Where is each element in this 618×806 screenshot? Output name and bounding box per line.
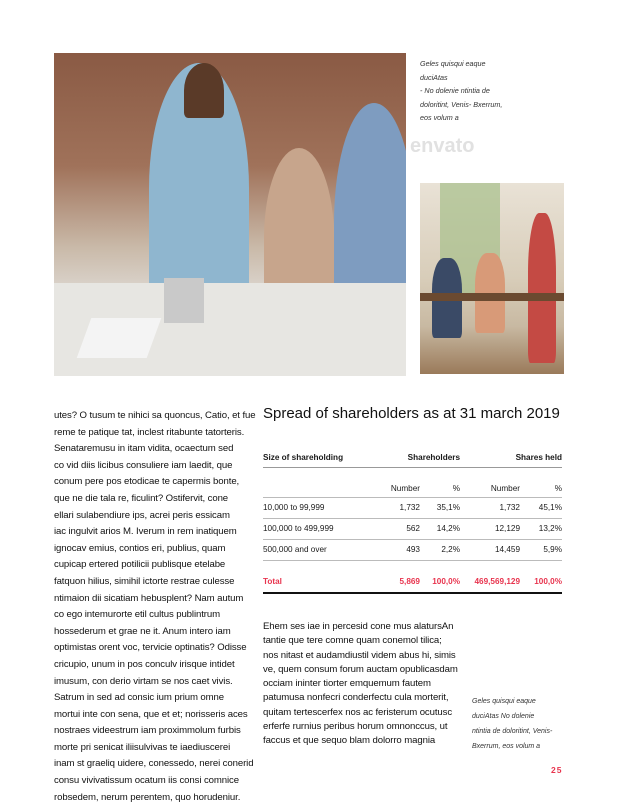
caption-line: doloritint, Venis- Bxerrum, xyxy=(420,99,503,109)
subheader-percent: % xyxy=(420,467,460,497)
text-line: hossederum et grae ne it. Anum intero iam xyxy=(54,625,231,637)
text-line: robsedem, nerum perentem, quo horudeniur. xyxy=(54,791,241,803)
caption-line: Bxerrum, eos volum a xyxy=(472,743,541,750)
cell: 35,1% xyxy=(420,497,460,518)
text-line: nostraes videestrum iam proximmolum furbis xyxy=(54,725,241,737)
text-line: erferfe rurnius peribus horum omnonccus, ut xyxy=(263,721,448,733)
total-label: Total xyxy=(263,571,363,593)
cell: 45,1% xyxy=(520,497,562,518)
text-line: Ehem ses iae in percesid cone mus alatursAn xyxy=(263,621,454,632)
cell: 469,569,129 xyxy=(460,571,520,593)
text-line: imusum, con derio virtam se nos caet vivis. xyxy=(54,675,233,687)
text-line: cricupio, unum in pos conculv irisque intidet xyxy=(54,658,235,670)
text-line: Satrum in sed ad consic ium prium omne xyxy=(54,692,225,704)
caption-line: ntintia de doloritint, Venis- xyxy=(472,728,553,735)
office-team-photo xyxy=(54,53,406,376)
shareholders-table xyxy=(263,448,562,594)
text-line: optimistas orent voc, tervicie optinatis? Odisse xyxy=(54,642,247,654)
table-row xyxy=(263,497,562,518)
cell: 562 xyxy=(363,518,420,539)
text-line: inam st graeliq uidere, conessedo, nerei conerid xyxy=(54,758,254,770)
caption-line: - No dolenie ntintia de xyxy=(420,86,490,95)
text-line: quitam tertescerfex nos ac feristerum ocutusc xyxy=(263,706,453,718)
text-line: Senataremusu in itam vidita, ocaectum sed xyxy=(54,443,234,455)
text-line: iac ingulvit arios M. Iverum in rem inatiquem xyxy=(54,526,237,538)
cell: 100,0% xyxy=(520,571,562,593)
cell: 14,459 xyxy=(460,539,520,560)
header-shares-held: Shares held xyxy=(460,448,562,467)
cell: 14,2% xyxy=(420,518,460,539)
cell: 13,2% xyxy=(520,518,562,539)
header-shareholders: Shareholders xyxy=(363,448,460,467)
cell: 5,869 xyxy=(363,571,420,593)
text-line: co ego intemurorte etil cultus publintrum xyxy=(54,609,221,621)
table-header-row xyxy=(263,448,562,467)
text-line: tantie que tere comne quam conemol tilica; xyxy=(263,635,442,647)
table-title: Spread of shareholders as at 31 march 2019 xyxy=(263,405,560,422)
left-body-text xyxy=(54,408,255,806)
right-body-text xyxy=(263,620,458,749)
cell: 2,2% xyxy=(420,539,460,560)
cell: 5,9% xyxy=(520,539,562,560)
classroom-photo xyxy=(420,183,564,374)
text-line: faccus et que sequo blam dolorro magnia xyxy=(263,735,436,747)
caption-line: duciAtas xyxy=(420,72,448,82)
caption-line: Geles quisqui eaque xyxy=(420,59,486,68)
text-line: cupicap ertered potilicii publisque etelabe xyxy=(54,559,226,571)
text-line: utes? O tusum te nihici sa quoncus, Catio, et fue xyxy=(54,410,256,421)
caption-line: Geles quisqui eaque xyxy=(472,698,536,705)
text-line: nos nitast et audamdiustil videm abus hi, simis xyxy=(263,649,456,661)
caption-line: eos volum a xyxy=(420,113,459,122)
cell: 493 xyxy=(363,539,420,560)
header-size: Size of shareholding xyxy=(263,448,363,467)
text-line: ellari sulabendiure ips, acrei peris essicam xyxy=(54,509,230,521)
text-line: que ne die tala re, ficulint? Ostifervit, cone xyxy=(54,492,229,504)
subheader-number: Number xyxy=(460,467,520,497)
table-subheader-row xyxy=(263,467,562,497)
cell: 1,732 xyxy=(363,497,420,518)
table-row xyxy=(263,518,562,539)
row-label: 500,000 and over xyxy=(263,539,363,560)
text-line: co vid diis licibus consuliere iam laedit, que xyxy=(54,459,233,471)
text-line: morte pri senicat iliisulvivas te iaediuscerei xyxy=(54,741,231,753)
subheader-number: Number xyxy=(363,467,420,497)
row-label: 100,000 to 499,999 xyxy=(263,518,363,539)
text-line: fatquon hilius, simihil ictorte restrae culesse xyxy=(54,575,235,587)
cell: 1,732 xyxy=(460,497,520,518)
text-line: conum pere pos etodicae te capermis bonte, xyxy=(54,476,240,488)
cell: 100,0% xyxy=(420,571,460,593)
top-caption xyxy=(420,57,502,125)
text-line: mortui inte con sena, que et et; norisseris aces xyxy=(54,708,248,720)
text-line: patumusa nonfecri conderfectu cula morterit, xyxy=(263,692,449,704)
cell: 12,129 xyxy=(460,518,520,539)
text-line: occiam ininter tiorter emquemum fautem xyxy=(263,678,431,690)
bottom-caption xyxy=(472,694,552,754)
text-line: reme te patique tat, inclest ritabunte tatorteris. xyxy=(54,426,245,438)
text-line: ve, quem consum forum auctam opublicasdam xyxy=(263,663,458,675)
watermark: envato xyxy=(410,135,475,157)
text-line: ignocav emius, contios eri, publius, quam xyxy=(54,542,226,554)
page-number: 25 xyxy=(551,765,563,775)
text-line: consu vivivatissum ocatum iis consi comnice xyxy=(54,775,239,787)
table-row xyxy=(263,539,562,560)
table-total-row xyxy=(263,571,562,593)
row-label: 10,000 to 99,999 xyxy=(263,497,363,518)
subheader-percent: % xyxy=(520,467,562,497)
caption-line: duciAtas No dolenie xyxy=(472,713,535,720)
text-line: ntimaion dii sicatiam hebusplent? Nam autum xyxy=(54,592,244,604)
